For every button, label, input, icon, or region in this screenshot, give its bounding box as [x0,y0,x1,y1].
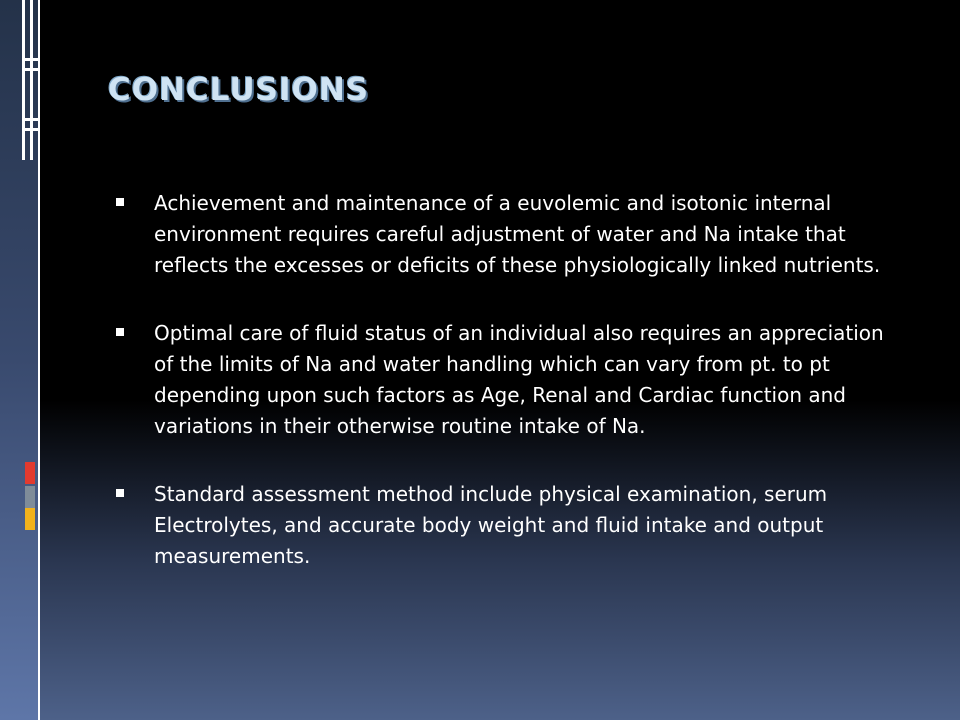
bullet-text: Standard assessment method include physical examination, serum Electrolytes, and accurate body weight and fluid intake and output measurements. [154,482,828,568]
bullet-text: Achievement and maintenance of a euvolemic and isotonic internal environment requires careful adjustment of water and Na intake that reflects the excesses or deficits of these physiologically linked nutrients. [154,191,881,277]
gray-marker [25,486,35,508]
bullet-item [110,318,900,442]
square-bullet-icon [116,328,124,336]
square-bullet-icon [116,198,124,206]
grid-decor-icon [0,0,38,160]
bullet-item [110,188,900,281]
gold-marker [25,508,35,530]
bullet-text: Optimal care of fluid status of an individual also requires an appreciation of the limits of Na and water handling which can vary from pt. to pt depending upon such factors as Age, Renal and Cardiac function and variations in their otherwise routine intake of Na. [154,321,884,438]
square-bullet-icon [116,489,124,497]
bullet-item [110,479,900,572]
left-decor-line [38,0,40,720]
red-marker [25,462,35,484]
bullet-list [110,188,900,609]
slide-title: conclusions [108,60,370,111]
